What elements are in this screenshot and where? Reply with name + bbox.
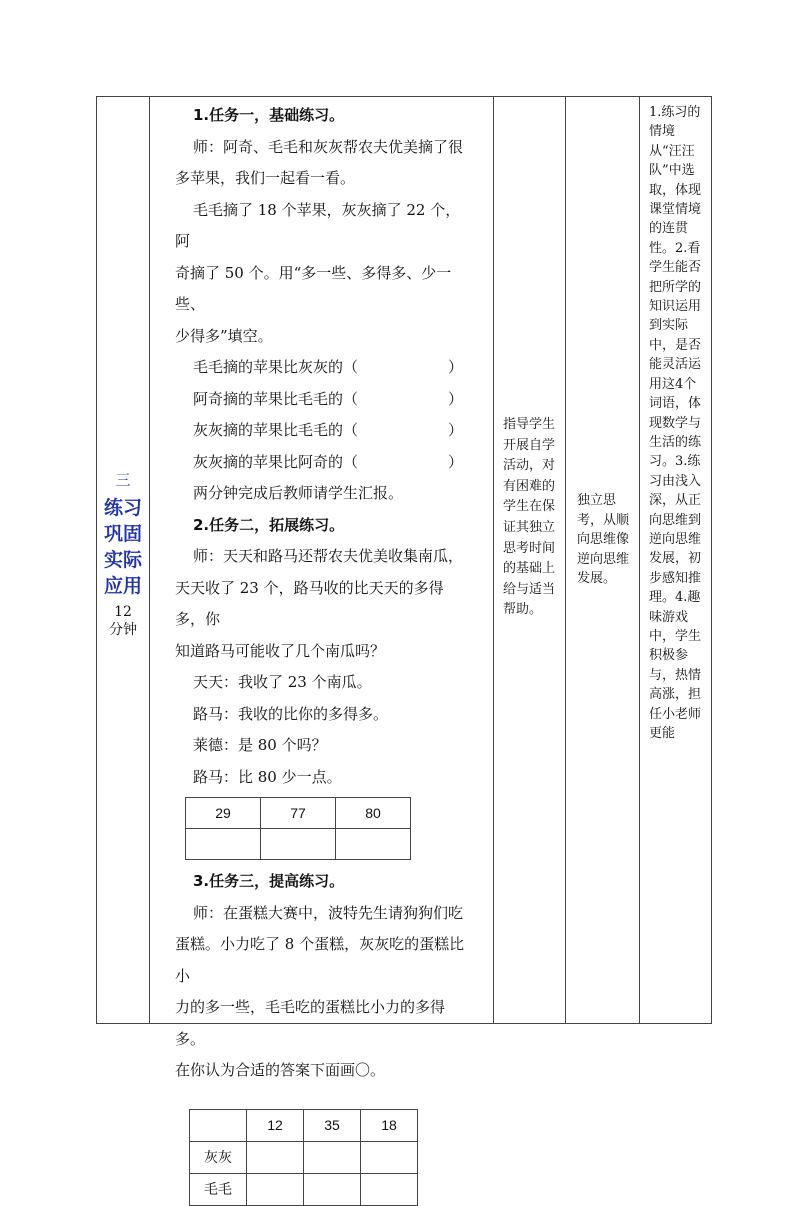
- fill-blank-item: [175, 384, 473, 416]
- column-header-cell: 18: [361, 1109, 418, 1141]
- option-cell: 80: [336, 798, 411, 829]
- task1-heading: 1.任务一，基础练习。: [193, 106, 345, 124]
- task2-teacher-line: 师：天天和路马还帮农夫优美收集南瓜，: [193, 547, 464, 565]
- teacher-activity-text: 指导学生开展自学活动，对有困难的学生在保证其独立思考时间的基础上给与适当帮助。: [503, 417, 556, 618]
- fill-blank-text: 阿奇摘的苹果比毛毛的（: [193, 389, 359, 408]
- pumpkin-options-table: [185, 797, 411, 860]
- close-paren: ）: [447, 452, 463, 471]
- fill-blank-text: 灰灰摘的苹果比阿奇的（: [193, 452, 359, 471]
- answer-cell[interactable]: [186, 829, 261, 860]
- answer-cell[interactable]: [336, 829, 411, 860]
- task3-line: 力的多一些，毛毛吃的蛋糕比小力的多得多。: [175, 998, 446, 1048]
- row-header-cell: 毛毛: [190, 1173, 247, 1205]
- design-intent-column: [639, 97, 713, 1023]
- student-activity-text: 独立思考，从顺向思维像逆向思维发展。: [577, 493, 630, 586]
- task2-teacher-line: 知道路马可能收了几个南瓜吗？: [175, 641, 386, 660]
- close-paren: ）: [447, 421, 463, 439]
- task2-teacher-line: 天天收了 23 个，路马收的比天天的多得多，你: [175, 578, 444, 628]
- design-intent-text: 1.练习的情境从“汪汪队”中选取，体现课堂情境的连贯性。2.看学生能否把所学的知识运用到实际中，是否能灵活运用这4个词语，体现数学与生活的练习。3.练习由浅入深，从正向思维到逆向思维发展，初步感知推理。4.趣味游戏中，学生积极参与，热情高涨，担任小老师更能: [649, 105, 702, 741]
- answer-cell[interactable]: [304, 1141, 361, 1173]
- stage-title-line: 应用: [103, 575, 142, 597]
- teacher-activity-column: [493, 97, 565, 1023]
- fill-blank-item: [175, 352, 473, 384]
- content-column: [149, 97, 493, 1198]
- fill-blank-text: 灰灰摘的苹果比毛毛的（: [193, 421, 359, 439]
- stage-duration: [97, 603, 149, 639]
- stage-title-line: 巩固: [103, 523, 142, 545]
- task1-teacher-line: 多苹果，我们一起看一看。: [175, 169, 356, 187]
- answer-cell[interactable]: [361, 1141, 418, 1173]
- close-paren: ）: [447, 389, 463, 408]
- fill-blank-text: 毛毛摘的苹果比灰灰的（: [193, 358, 359, 376]
- fill-blank-item: [175, 415, 473, 447]
- corner-cell: [190, 1109, 247, 1141]
- fill-blank-item: [175, 447, 473, 479]
- answer-cell[interactable]: [261, 829, 336, 860]
- lesson-table: [96, 96, 712, 1198]
- task1-data-line: 奇摘了 50 个。用“多一些、多得多、少一些、: [175, 263, 452, 313]
- student-activity-column: [565, 97, 639, 1023]
- cake-answer-table: [189, 1109, 418, 1206]
- dialog-line: 路马：比 80 少一点。: [193, 767, 342, 786]
- duration-unit: 分钟: [109, 622, 137, 638]
- stage-column: [97, 97, 149, 1023]
- task1-after: 两分钟完成后教师请学生汇报。: [193, 484, 404, 502]
- dialog-line: 路马：我收的比你的多得多。: [193, 704, 389, 723]
- task3-line: 蛋糕。小力吃了 8 个蛋糕，灰灰吃的蛋糕比小: [175, 935, 465, 985]
- option-cell: 29: [186, 798, 261, 829]
- option-cell: 77: [261, 798, 336, 829]
- column-header-cell: 35: [304, 1109, 361, 1141]
- task1-data-line: 毛毛摘了 18 个苹果，灰灰摘了 22 个，阿: [175, 200, 461, 250]
- row-header-cell: 灰灰: [190, 1141, 247, 1173]
- task1-data-line: 少得多”填空。: [175, 326, 273, 345]
- answer-cell[interactable]: [247, 1173, 304, 1205]
- close-paren: ）: [447, 358, 463, 376]
- answer-cell[interactable]: [304, 1173, 361, 1205]
- task3-line: 师：在蛋糕大赛中，波特先生请狗狗们吃: [193, 903, 464, 922]
- task3-line: 在你认为合适的答案下面画〇。: [175, 1061, 386, 1079]
- column-header-cell: 12: [247, 1109, 304, 1141]
- dialog-line: 天天：我收了 23 个南瓜。: [193, 673, 372, 691]
- stage-title: [97, 495, 149, 599]
- duration-number: 12: [114, 604, 132, 620]
- answer-cell[interactable]: [361, 1173, 418, 1205]
- stage-title-line: 练习: [103, 497, 142, 519]
- stage-title-line: 实际: [103, 549, 142, 571]
- task1-teacher-line: 师：阿奇、毛毛和灰灰帮农夫优美摘了很: [193, 137, 464, 156]
- dialog-line: 莱德：是 80 个吗？: [193, 736, 327, 754]
- stage-number: 三: [115, 471, 131, 489]
- task3-heading: 3.任务三，提高练习。: [193, 872, 345, 890]
- task2-heading: 2.任务二，拓展练习。: [193, 515, 345, 534]
- answer-cell[interactable]: [247, 1141, 304, 1173]
